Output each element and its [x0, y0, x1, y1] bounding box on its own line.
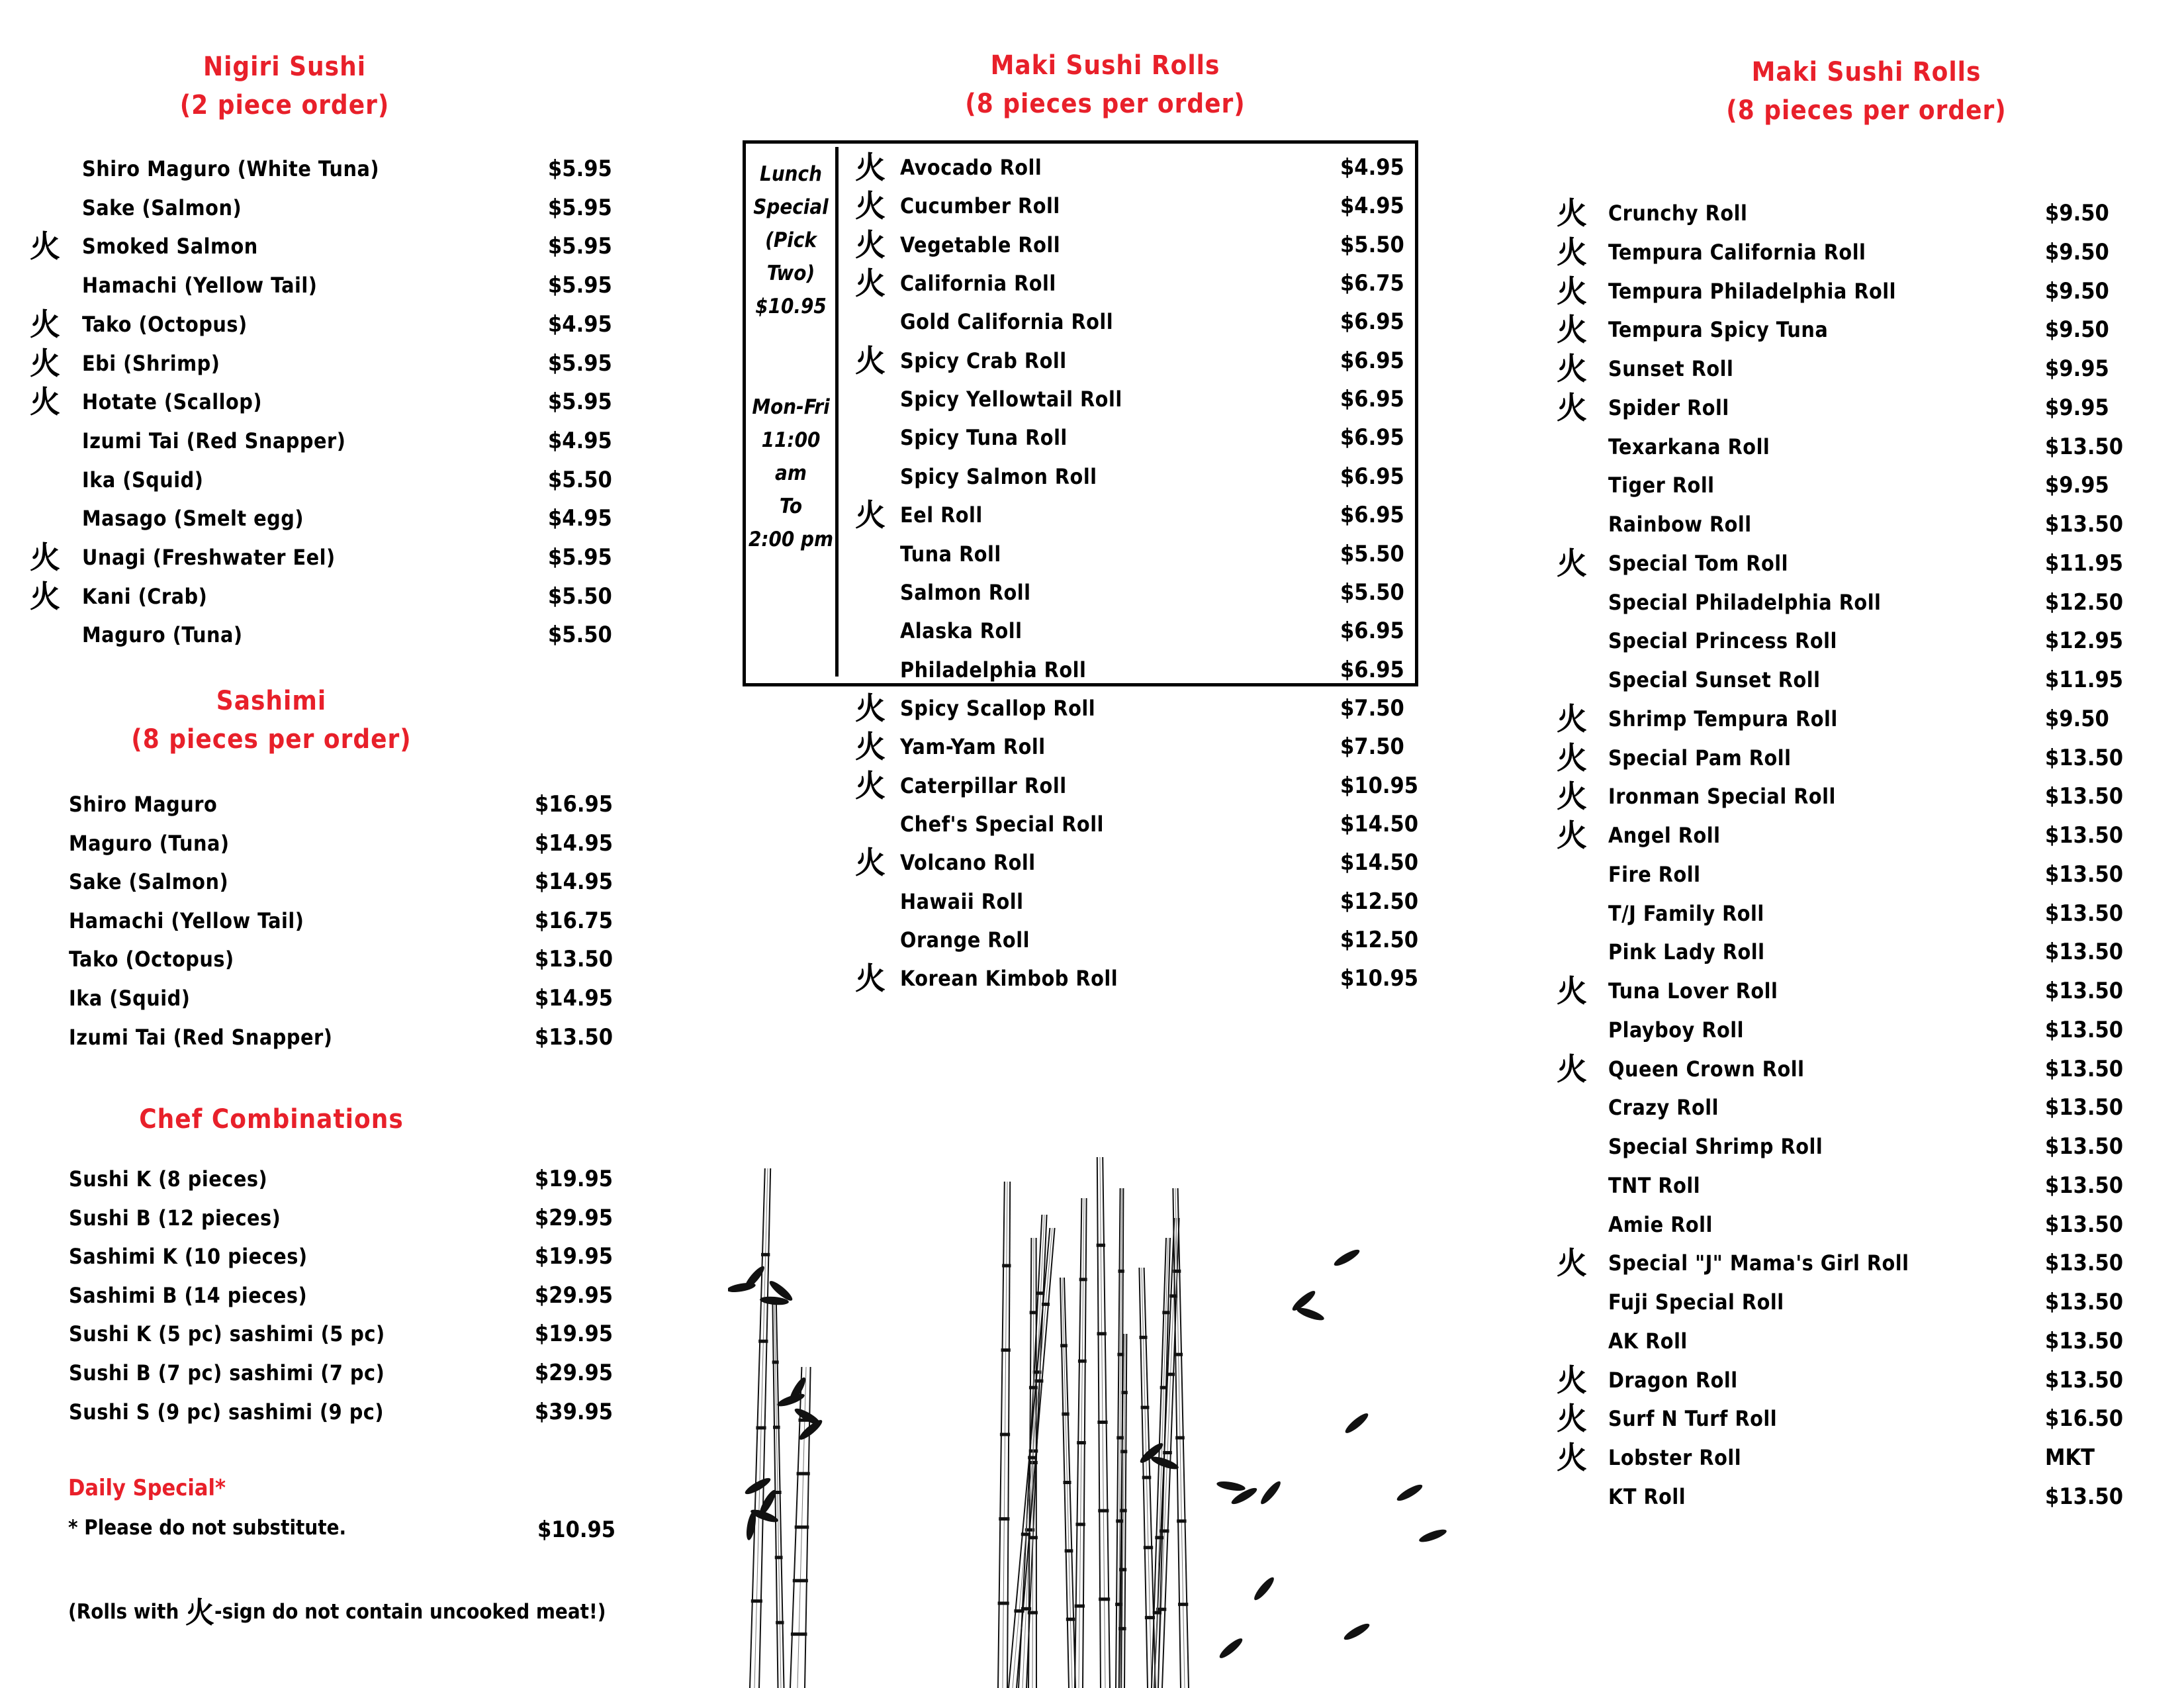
menu-item-price: $13.50 [2045, 1483, 2124, 1510]
menu-item-name: Texarkana Roll [1608, 434, 1770, 459]
chef-combinations-title: Chef Combinations [139, 1104, 404, 1135]
lunch-special-line: 11:00 am [761, 428, 821, 485]
bamboo-stalk [1075, 1198, 1087, 1688]
menu-item-name: Shiro Maguro [69, 792, 218, 817]
menu-item-name: Maguro (Tuna) [82, 622, 243, 648]
menu-item-price: $14.50 [1340, 810, 1419, 837]
menu-item-name: Smoked Salmon [82, 234, 258, 259]
menu-item-price: $5.50 [548, 466, 612, 493]
nigiri-title: Nigiri Sushi [203, 52, 367, 82]
menu-item-name: Cucumber Roll [900, 193, 1060, 219]
menu-item-price: $5.95 [548, 233, 612, 260]
menu-item-name: Spicy Yellowtail Roll [900, 387, 1122, 412]
bamboo-leaf [742, 1264, 766, 1291]
menu-item-name: T/J Family Roll [1608, 900, 1764, 926]
menu-item-name: Crazy Roll [1608, 1095, 1719, 1121]
menu-item-price: $5.95 [548, 544, 612, 571]
bamboo-stalk [1173, 1188, 1189, 1688]
menu-item-name: AK Roll [1608, 1328, 1688, 1354]
menu-item-name: Special Sunset Roll [1608, 667, 1821, 692]
fire-icon: 火 [855, 961, 886, 997]
menu-item-name: Orange Roll [900, 927, 1030, 953]
menu-item-price: $11.95 [2045, 667, 2124, 693]
menu-item-name: Spicy Tuna Roll [900, 425, 1068, 451]
fire-icon: 火 [30, 345, 60, 381]
fire-icon: 火 [1557, 778, 1587, 815]
menu-item-name: TNT Roll [1608, 1172, 1701, 1198]
menu-item-price: $9.50 [2045, 316, 2109, 344]
menu-item-name: Ebi (Shrimp) [82, 350, 220, 376]
bamboo-leaf [743, 1476, 772, 1497]
lunch-special-divider [835, 147, 839, 677]
footnote-before: (Rolls with [68, 1600, 186, 1624]
footnote [68, 1589, 606, 1631]
menu-item-name: Hawaii Roll [900, 888, 1024, 914]
lunch-special-hours [747, 391, 835, 556]
menu-item-name: Rainbow Roll [1608, 512, 1752, 537]
bamboo-leaf [1418, 1527, 1447, 1544]
bamboo-stalk [1097, 1157, 1111, 1688]
menu-item-name: Tuna Lover Roll [1608, 978, 1778, 1004]
menu-item-name: Salmon Roll [900, 579, 1031, 605]
menu-item-name: Korean Kimbob Roll [900, 966, 1118, 992]
fire-icon: 火 [1557, 1401, 1587, 1437]
fire-icon: 火 [1557, 234, 1587, 270]
menu-item-price: $6.95 [1340, 308, 1404, 336]
menu-item-name: Dragon Roll [1608, 1367, 1738, 1393]
nigiri-section-title [99, 48, 470, 124]
bamboo-stalk [998, 1182, 1011, 1688]
bamboo-leaf [1295, 1305, 1325, 1323]
fire-icon: 火 [30, 384, 60, 420]
fire-icon: 火 [1557, 700, 1587, 737]
menu-item-price: $29.95 [535, 1282, 614, 1309]
menu-item-name: Sake (Salmon) [69, 869, 229, 895]
menu-item-name: KT Roll [1608, 1483, 1686, 1509]
menu-item-price: $4.95 [548, 310, 612, 338]
menu-item-name: Tempura Philadelphia Roll [1608, 278, 1896, 304]
bamboo-illustration [728, 1152, 1489, 1688]
lunch-special-line: Special [753, 195, 829, 219]
menu-item-price: $5.95 [548, 194, 612, 221]
bamboo-leaf [1342, 1621, 1371, 1642]
menu-item-name: Sashimi K (10 pieces) [69, 1244, 308, 1270]
menu-item-name: Spicy Scallop Roll [900, 695, 1096, 721]
fire-icon: 火 [1557, 389, 1587, 426]
menu-item-price: $14.50 [1340, 849, 1419, 876]
menu-item-price: $13.50 [535, 946, 614, 973]
menu-item-name: Alaska Roll [900, 618, 1023, 644]
menu-item-price: $5.95 [548, 272, 612, 299]
menu-item-price: $13.50 [2045, 1016, 2124, 1043]
menu-item-price: $4.95 [1340, 154, 1404, 181]
menu-item-name: Crunchy Roll [1608, 201, 1748, 226]
bamboo-leaf [776, 1391, 805, 1409]
menu-item-price: $9.50 [2045, 277, 2109, 305]
fire-icon: 火 [1557, 545, 1587, 581]
menu-item-price: $14.95 [535, 868, 614, 896]
menu-item-name: Hotate (Scallop) [82, 389, 263, 415]
menu-item-price: $7.50 [1340, 694, 1404, 722]
fire-icon: 火 [1557, 1245, 1587, 1282]
bamboo-stalk [750, 1168, 770, 1688]
menu-item-price: $16.50 [2045, 1405, 2124, 1432]
nigiri-subtitle: (2 piece order) [179, 90, 390, 120]
menu-item-name: Sunset Roll [1608, 356, 1734, 381]
menu-item-name: Chef's Special Roll [900, 811, 1104, 837]
fire-icon: 火 [1557, 739, 1587, 776]
menu-item-name: Masago (Smelt egg) [82, 506, 304, 532]
menu-item-price: $4.95 [1340, 193, 1404, 220]
fire-icon: 火 [855, 690, 886, 726]
fire-icon: 火 [855, 497, 886, 534]
menu-item-name: Maguro (Tuna) [69, 830, 230, 856]
fire-icon: 火 [30, 228, 60, 265]
fire-icon: 火 [1557, 1440, 1587, 1476]
menu-item-price: $4.95 [548, 427, 612, 454]
menu-item-price: $5.50 [548, 583, 612, 610]
menu-item-name: Volcano Roll [900, 850, 1036, 876]
menu-item-price: $7.50 [1340, 733, 1404, 761]
menu-item-price: $10.95 [1340, 772, 1419, 799]
menu-item-price: $19.95 [535, 1243, 614, 1270]
menu-item-name: Special Tom Roll [1608, 550, 1788, 576]
bamboo-leaf [1343, 1411, 1370, 1435]
menu-item-price: $12.50 [1340, 888, 1419, 915]
menu-item-price: $14.95 [535, 985, 614, 1011]
fire-icon: 火 [855, 342, 886, 379]
bamboo-leaf [1395, 1482, 1424, 1503]
bamboo-leaf [1258, 1479, 1283, 1506]
menu-item-price: $13.50 [2045, 861, 2124, 888]
menu-item-price: $16.95 [535, 791, 614, 818]
menu-item-name: Sushi B (12 pieces) [69, 1205, 281, 1231]
menu-item-price: $13.50 [2045, 744, 2124, 771]
menu-item-price: $13.50 [2045, 900, 2124, 927]
menu-item-price: $19.95 [535, 1321, 614, 1348]
menu-item-name: Tempura California Roll [1608, 239, 1866, 265]
menu-item-name: Spicy Crab Roll [900, 348, 1067, 373]
menu-item-price: $19.95 [535, 1166, 614, 1192]
fire-icon: 火 [30, 539, 60, 575]
menu-item-name: Special Pam Roll [1608, 745, 1792, 771]
lunch-special-line: (Pick [765, 228, 817, 252]
lunch-special-line: Two) [766, 261, 815, 285]
menu-item-price: $13.50 [2045, 1211, 2124, 1238]
menu-item-name: Avocado Roll [900, 155, 1042, 180]
menu-item-price: $13.50 [2045, 1133, 2124, 1160]
menu-item-price: $29.95 [535, 1360, 614, 1386]
menu-item-price: $5.95 [548, 389, 612, 416]
menu-item-price: $39.95 [535, 1398, 614, 1425]
menu-item-name: Sake (Salmon) [82, 195, 242, 220]
menu-item-price: $13.50 [2045, 1055, 2124, 1082]
sashimi-section-title [86, 682, 457, 759]
menu-item-price: $6.75 [1340, 270, 1404, 297]
menu-item-name: Sushi B (7 pc) sashimi (7 pc) [69, 1360, 385, 1385]
menu-item-name: Sushi S (9 pc) sashimi (9 pc) [69, 1399, 385, 1425]
menu-item-price: $5.50 [1340, 540, 1404, 567]
bamboo-stalk [1060, 1278, 1075, 1688]
menu-item-price: $13.50 [2045, 1289, 2124, 1315]
bamboo-leaf [1332, 1247, 1361, 1268]
daily-special-price: $10.95 [537, 1517, 616, 1543]
menu-item-name: Spicy Salmon Roll [900, 463, 1097, 489]
menu-item-price: $10.95 [1340, 965, 1419, 992]
menu-item-price: $16.75 [535, 907, 614, 934]
menu-item-name: Special "J" Mama's Girl Roll [1608, 1250, 1909, 1276]
menu-item-name: Surf N Turf Roll [1608, 1406, 1778, 1432]
fire-icon: 火 [1557, 818, 1587, 853]
lunch-special-label [747, 158, 835, 323]
menu-item-name: Lobster Roll [1608, 1445, 1742, 1470]
fire-icon: 火 [1557, 351, 1587, 387]
menu-item-name: Fuji Special Roll [1608, 1289, 1784, 1315]
menu-item-name: Fire Roll [1608, 861, 1701, 887]
footnote-after: -sign do not contain uncooked meat!) [214, 1600, 606, 1624]
menu-item-name: Philadelphia Roll [900, 657, 1087, 682]
menu-item-price: $13.50 [2045, 433, 2124, 460]
menu-item-name: Eel Roll [900, 502, 983, 528]
lunch-special-line: To [779, 494, 803, 518]
menu-item-name: Izumi Tai (Red Snapper) [82, 428, 346, 453]
menu-item-name: Hamachi (Yellow Tail) [82, 273, 318, 299]
fire-icon: 火 [1557, 1362, 1587, 1398]
fire-icon: 火 [855, 150, 886, 185]
fire-icon: 火 [855, 767, 886, 804]
menu-item-price: $6.95 [1340, 386, 1404, 413]
daily-special-title: Daily Special* [68, 1475, 226, 1501]
fire-icon: 火 [1557, 195, 1587, 231]
maki-1-title: Maki Sushi Rolls [990, 50, 1220, 81]
menu-item-name: Spider Roll [1608, 395, 1729, 420]
menu-item-name: Vegetable Roll [900, 232, 1061, 258]
menu-item-name: Special Shrimp Roll [1608, 1134, 1823, 1159]
menu-item-price: $13.50 [2045, 1327, 2124, 1354]
menu-item-price: $14.95 [535, 829, 614, 857]
menu-item-name: Caterpillar Roll [900, 773, 1067, 798]
bamboo-leaf [1217, 1636, 1244, 1660]
menu-item-name: Tiger Roll [1608, 473, 1715, 498]
menu-item-name: Gold California Roll [900, 309, 1114, 335]
menu-item-price: $9.95 [2045, 472, 2109, 499]
menu-item-price: $13.50 [535, 1023, 614, 1051]
menu-item-price: $13.50 [2045, 511, 2124, 538]
menu-item-name: Unagi (Freshwater Eel) [82, 545, 336, 570]
menu-item-price: $9.50 [2045, 705, 2109, 732]
menu-item-price: $6.95 [1340, 463, 1404, 490]
maki-2-section-title [1674, 53, 2058, 130]
sashimi-title: Sashimi [216, 686, 327, 716]
menu-item-price: $6.95 [1340, 656, 1404, 683]
menu-item-name: Yam-Yam Roll [900, 734, 1046, 760]
lunch-special-line: Mon-Fri [752, 395, 830, 419]
menu-item-name: Kani (Crab) [82, 583, 208, 609]
menu-item-name: Shrimp Tempura Roll [1608, 706, 1838, 731]
menu-item-name: Tako (Octopus) [69, 947, 234, 972]
menu-item-price: $11.95 [2045, 549, 2124, 577]
menu-item-price: $13.50 [2045, 1250, 2124, 1277]
menu-item-name: Tako (Octopus) [82, 311, 248, 337]
daily-special-note: * Please do not substitute. [68, 1516, 347, 1540]
menu-item-price: $29.95 [535, 1204, 614, 1231]
bamboo-leaf [1251, 1575, 1276, 1602]
menu-item-name: Ironman Special Roll [1608, 784, 1836, 810]
menu-item-name: Sushi K (8 pieces) [69, 1166, 268, 1192]
menu-item-name: Pink Lady Roll [1608, 939, 1765, 965]
menu-item-name: Special Princess Roll [1608, 628, 1837, 654]
menu-item-name: Ika (Squid) [82, 467, 204, 492]
menu-item-name: Amie Roll [1608, 1211, 1713, 1237]
menu-item-price: $13.50 [2045, 939, 2124, 966]
menu-item-name: Tempura Spicy Tuna [1608, 317, 1829, 343]
fire-icon: 火 [1557, 1051, 1587, 1087]
menu-item-name: Special Philadelphia Roll [1608, 589, 1882, 615]
fire-icon: 火 [1557, 973, 1587, 1009]
menu-item-price: $6.95 [1340, 424, 1404, 451]
fire-icon: 火 [855, 188, 886, 224]
fire-icon: 火 [855, 729, 886, 765]
menu-item-price: MKT [2045, 1444, 2095, 1471]
fire-icon: 火 [855, 226, 886, 263]
menu-item-name: Hamachi (Yellow Tail) [69, 908, 304, 933]
menu-item-price: $5.50 [548, 622, 612, 649]
menu-item-price: $5.95 [548, 350, 612, 377]
menu-item-price: $12.50 [1340, 927, 1419, 953]
menu-item-price: $4.95 [548, 505, 612, 532]
menu-item-price: $12.95 [2045, 628, 2124, 655]
maki-2-title: Maki Sushi Rolls [1751, 57, 1981, 87]
fire-icon: 火 [30, 578, 60, 614]
menu-item-price: $12.50 [2045, 588, 2124, 616]
menu-item-name: Queen Crown Roll [1608, 1056, 1805, 1082]
menu-item-name: Angel Roll [1608, 823, 1721, 848]
menu-item-price: $9.95 [2045, 355, 2109, 382]
menu-item-name: Ika (Squid) [69, 986, 191, 1011]
menu-item-name: Izumi Tai (Red Snapper) [69, 1024, 333, 1050]
menu-item-price: $6.95 [1340, 618, 1404, 645]
menu-item-name: Sashimi B (14 pieces) [69, 1282, 308, 1308]
fire-icon: 火 [30, 306, 60, 342]
menu-item-price: $9.50 [2045, 200, 2109, 226]
menu-item-price: $13.50 [2045, 783, 2124, 810]
menu-item-price: $13.50 [2045, 978, 2124, 1004]
menu-item-name: Tuna Roll [900, 541, 1001, 567]
menu-item-price: $6.95 [1340, 347, 1404, 374]
lunch-special-line: 2:00 pm [748, 528, 834, 551]
fire-icon: 火 [185, 1596, 215, 1630]
fire-icon: 火 [855, 845, 886, 881]
maki-1-section-title [913, 46, 1297, 123]
maki-1-subtitle: (8 pieces per order) [965, 89, 1246, 119]
menu-item-name: Sushi K (5 pc) sashimi (5 pc) [69, 1321, 385, 1347]
menu-item-name: Playboy Roll [1608, 1017, 1744, 1043]
lunch-special-line: Lunch [760, 162, 822, 186]
menu-item-price: $5.50 [1340, 579, 1404, 606]
menu-item-price: $5.95 [548, 156, 612, 182]
menu-item-price: $9.95 [2045, 394, 2109, 421]
menu-item-price: $13.50 [2045, 1172, 2124, 1199]
fire-icon: 火 [855, 265, 886, 302]
menu-item-name: Shiro Maguro (White Tuna) [82, 156, 380, 181]
sashimi-subtitle: (8 pieces per order) [131, 724, 412, 755]
bamboo-leaf [1216, 1479, 1246, 1492]
maki-2-subtitle: (8 pieces per order) [1726, 95, 2007, 126]
menu-item-price: $13.50 [2045, 822, 2124, 849]
menu-item-name: California Roll [900, 271, 1056, 297]
fire-icon: 火 [1557, 273, 1587, 309]
menu-item-price: $5.50 [1340, 231, 1404, 258]
lunch-special-line: $10.95 [755, 295, 827, 318]
menu-item-price: $13.50 [2045, 1366, 2124, 1393]
menu-item-price: $13.50 [2045, 1094, 2124, 1121]
menu-item-price: $9.50 [2045, 238, 2109, 265]
fire-icon: 火 [1557, 312, 1587, 348]
menu-item-price: $6.95 [1340, 502, 1404, 529]
